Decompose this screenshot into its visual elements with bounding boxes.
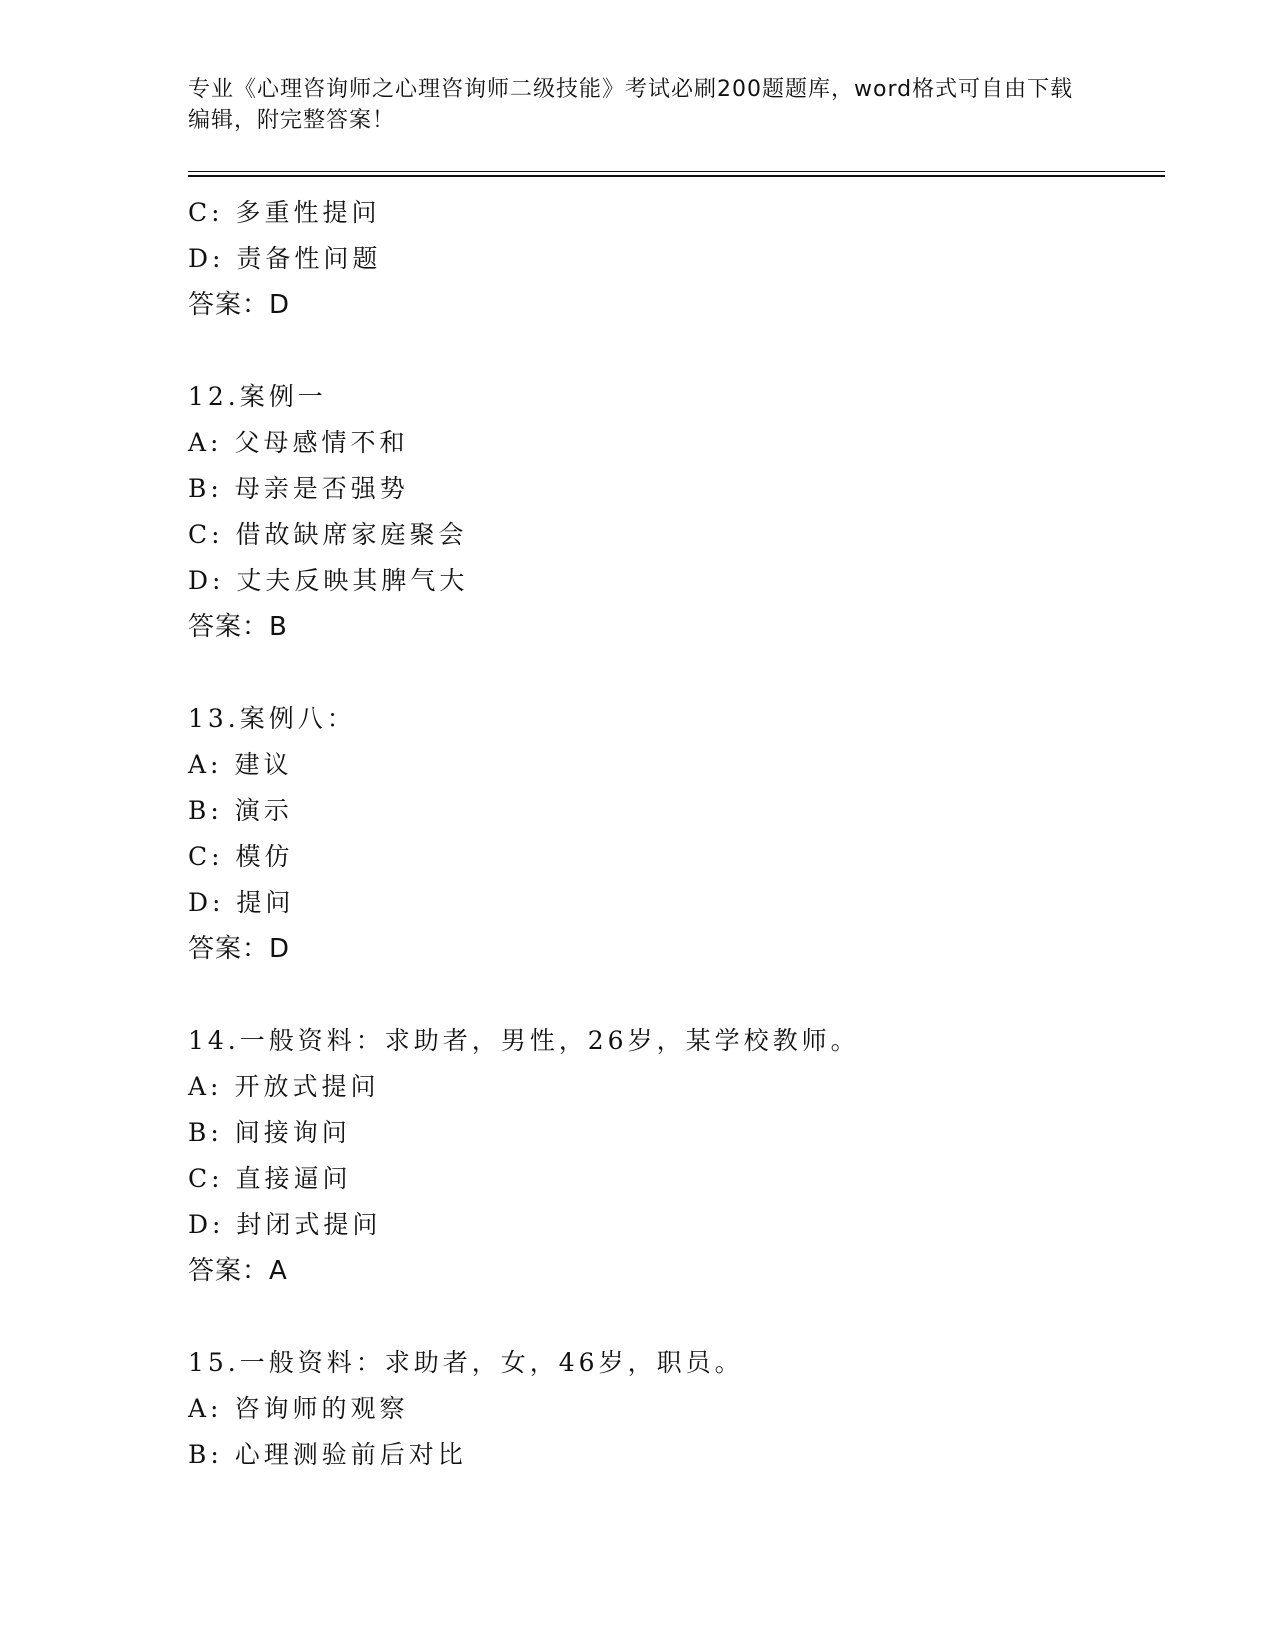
header-rule-thin xyxy=(188,171,1165,172)
question-14-answer: 答案：A xyxy=(188,1256,288,1286)
question-12-stem: 12.案例一 xyxy=(188,382,327,411)
document-header: 专业《心理咨询师之心理咨询师二级技能》考试必刷200题题库，word格式可自由下载编辑，附完整答案！ xyxy=(188,77,1074,133)
question-12-option-c: C: 借故缺席家庭聚会 xyxy=(188,520,468,549)
question-14-option-d: D: 封闭式提问 xyxy=(188,1210,382,1239)
question-12-option-d: D: 丈夫反映其脾气大 xyxy=(188,566,469,595)
question-11-option-d: D: 责备性问题 xyxy=(188,244,382,273)
question-12-option-b: B: 母亲是否强势 xyxy=(188,474,409,503)
question-13-stem: 13.案例八： xyxy=(188,704,356,733)
question-list xyxy=(188,190,1168,1478)
question-14-option-c: C: 直接逼问 xyxy=(188,1164,352,1193)
question-11-answer: 答案：D xyxy=(188,290,291,320)
question-15-option-b: B: 心理测验前后对比 xyxy=(188,1440,467,1469)
question-13-option-d: D: 提问 xyxy=(188,888,295,917)
question-13-answer: 答案：D xyxy=(188,934,291,964)
question-14-stem: 14.一般资料：求助者，男性，26岁，某学校教师。 xyxy=(188,1026,860,1055)
header-rule-thick xyxy=(188,175,1165,177)
question-14-option-b: B: 间接询问 xyxy=(188,1118,351,1147)
question-12-option-a: A: 父母感情不和 xyxy=(188,428,409,457)
question-13-option-c: C: 模仿 xyxy=(188,842,294,871)
question-15-stem: 15.一般资料：求助者，女，46岁，职员。 xyxy=(188,1348,744,1377)
question-13-option-b: B: 演示 xyxy=(188,796,293,825)
question-11-option-c: C: 多重性提问 xyxy=(188,198,381,227)
question-15-option-a: A: 咨询师的观察 xyxy=(188,1394,409,1423)
question-14-option-a: A: 开放式提问 xyxy=(188,1072,380,1101)
question-12-answer: 答案：B xyxy=(188,612,288,642)
question-13-option-a: A: 建议 xyxy=(188,750,293,779)
